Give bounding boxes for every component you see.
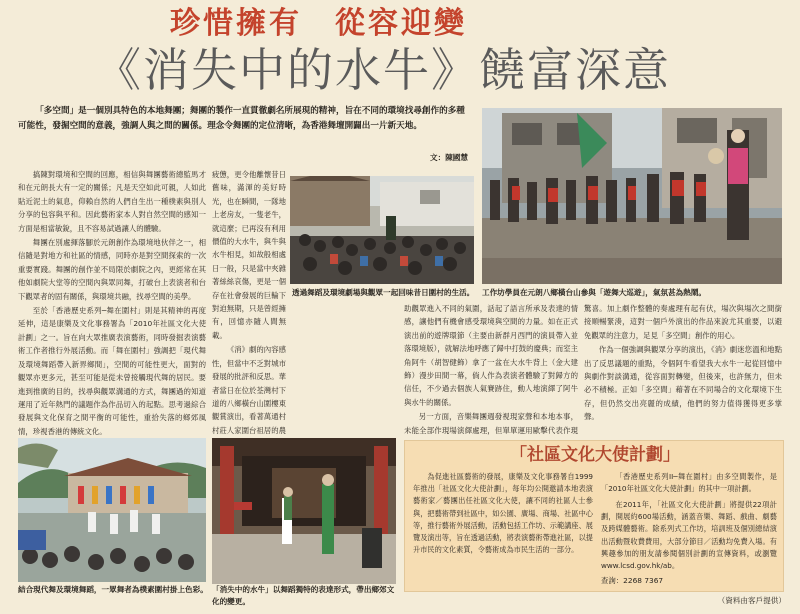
article-paragraph: 疲憊，更令他離懷昔日舊味，滿渾的美好時光，也在瞬間，一隊地上老房友，一隻老牛，就這麼；已再沒有利用價值的大水牛，與牛與水牛相見，如故般相處日一般，只是當中夾雜著絲絲哀傷，更是一個存在社會發展的巨輪下對迫無期，只是曾經擁有，回憶亦隨人間無載。 (212, 170, 286, 340)
program-box-body-right-1: 「香港歷史系列II─舞在圍村」由多空間製作，是「2010年社區文化大使計劃」的其中一項計劃。 (601, 472, 777, 494)
headline-kicker: 珍惜擁有 從容迎變 (170, 6, 467, 41)
article-paragraph: 作為一個強調與觀眾分享的演出，《消》劇迷您溫和地點出了反思議題的重點，令個阿牛看望我大水牛一起從回憶中與劇作對談溝通，從容面對轉變，但後來，也許無力，但未必不積極。正如「多空間」藉著在不同場合的文化環境下生存，但仍然交出亮麗的成績，他們的努力值得獲得更多掌聲。 (584, 345, 782, 422)
article-paragraph: 驚喜。加上劇作整體的奏處理有起有伏，場次與場次之間銜接順暢緊湊，這對一個戶外演出的作品來說尤其重要，以避免觀眾的注意力，足見「多空間」創作的用心。 (584, 304, 782, 340)
article-paragraph: 搞陳對環境和空間的回應，相信與舞團藝術總監馬才和在元朗長大有一定的關係；凡是天空如此可親，人如此貼近泥土的氣息，仰賴自然的人們自生出一種樸素與別人分享的包容與平和。因此藝術家本人對自然空間的感知一方面是相當敏銳，且不容易試過讓人的體驗。 (18, 170, 206, 233)
program-box-title: 「社區文化大使計劃」 (510, 445, 680, 465)
article-column-4 (584, 302, 782, 436)
article-paragraph: 《消》劇的內容感性，但當中不乏對城市發展的批評和反思。華者當日在位於荃灣村下道的八鄉橫台山圍樓東觀賞演出，看著萬通村村莊人家圍台祖居的農 (212, 345, 286, 435)
program-info-box (404, 440, 784, 592)
credit-note: （資料由客戶提供） (717, 596, 786, 605)
caption-village-dancers: 結合現代舞及環境舞蹈，一眾舞者為樸素圍村掛上色彩。 (18, 585, 208, 594)
article-column-3b (404, 302, 578, 436)
photo-courtyard-stage (212, 438, 396, 584)
article-paragraph: 舞團在別處揮落腳於元朗創作為環境地伙伴之一，相信隨是對地方和社區的情感，同時亦是對空間探索的一次重要實踐。舞團的創作並不局限於劇院之內，更經常在其他如劇院大堂等的空間內與眾同舞，打破台上表演者和台下觀眾者的固有關係，與環境共融，找尋空間的美學。 (18, 238, 206, 301)
intro-paragraph: 「多空間」是一個別具特色的本地舞團；舞團的製作一直貫徹劇名所展現的精神，旨在不同的環境找尋創作的多種可能性，發掘空間的意義，強調人與之間的關係。理念令舞團的定位清晰，為香港舞壇開闢出一片新天地。 (18, 106, 465, 131)
program-box-enquiry: 查詢：2268 7367 (601, 576, 664, 585)
photo-crowd-performance (290, 176, 474, 284)
article-column-1 (18, 168, 206, 436)
byline: 文：陳國慧 (430, 153, 468, 162)
article-paragraph: 另一方面，音樂舞團週發視現家聲和本地本事，未能全部作現場演繹處理，但單單運用歐擊代表作現 (404, 412, 578, 435)
program-box-body-right-2: 在2011年，「社區文化大使計劃」將提供22項計劃，開展約600場活動，涵蓋音樂、舞蹈、戲曲、劇藝及跨媒體藝術。除系列式工作坊，培訓班及個別總結演出活動暨收費費用，大部分節目／活動均免費入場。有興趣參加的朋友請參閱個別計劃的宣傳資料，或瀏覽 www.lcsd.gov.hk/ab。 (601, 500, 777, 571)
article-column-2 (212, 168, 286, 436)
caption-courtyard-stage: 「消失中的水牛」以舞蹈獨特的表達形式，帶出鄉郊文化的變更。 (212, 585, 395, 606)
caption-street: 工作坊學員在元朗八鄉橫台山參與「遊舞大巡遊」，氣氛甚為熱鬧。 (482, 288, 707, 297)
caption-crowd: 透過舞蹈及環境劇場與觀眾一起回味昔日圍村的生活。 (292, 288, 475, 297)
article-paragraph: 至於「香港歷史系列─舞在圍村」則是其精神的再度延伸，這是康樂及文化事務署為「2010年社區文化大使計劃」之一。旨在向大眾推廣表演藝術，同時發掘表演藝術工作者推行外展活動。而「舞在圍村」強調把「現代舞及環境舞蹈帶入新界鄉間」，空間的可能性更大，面對的觀眾亦更多元，甚至可能是從未曾接觸現代舞的居民。要進到推廣的目的，找尋與觀眾溝通的方式，舞團過的知道運用了近年熱門的議題作為作品切入的起點。思考過綜合發展與文化保育之間平衡的可能性，重拾失落的鄉郊風情，珍視香港的傳統文化。 (18, 306, 206, 436)
headline-title: 《消失中的水牛》饒富深意 (95, 43, 671, 97)
program-box-body-left: 為促進社區藝術的發展，康樂及文化事務署自1999年推出「社區文化大使計劃」，每年均公開邀請本地表演藝術家／藝團出任社區文化大使，讓不同的社區人士參與，把藝術帶到社區中，如公園、廣場、商場、社區中心等，推行藝術外展活動，活動包括工作坊、示範講座、展覽及演出等，旨在透過活動，將表演藝術帶進社區，以提升市民的文化素質，令藝術成為市民生活的一部分。 (413, 472, 593, 555)
article-column-2-lower (292, 302, 398, 436)
photo-village-dancers (18, 438, 206, 582)
article-paragraph: 助觀眾進入不同的氣圍，話起了語言所承及表達的情感，讓他們有機會感受環境與空間的力量。如在正式演出前的遊牌環節（主要由新群月西門的演員帶入並落環境版），就解法地呼應了歸中打鼓的慶典；而室主角阿牛（胡智健飾）拿了一盆在大水牛背上（金大建飾）漫步田間一幕，倘人作為表演者體驗了對歸方的信任，不少過去個族人氣賽跡住，動人地演繹了阿牛與水牛的關係。 (404, 304, 578, 407)
photo-street-procession (482, 108, 782, 284)
